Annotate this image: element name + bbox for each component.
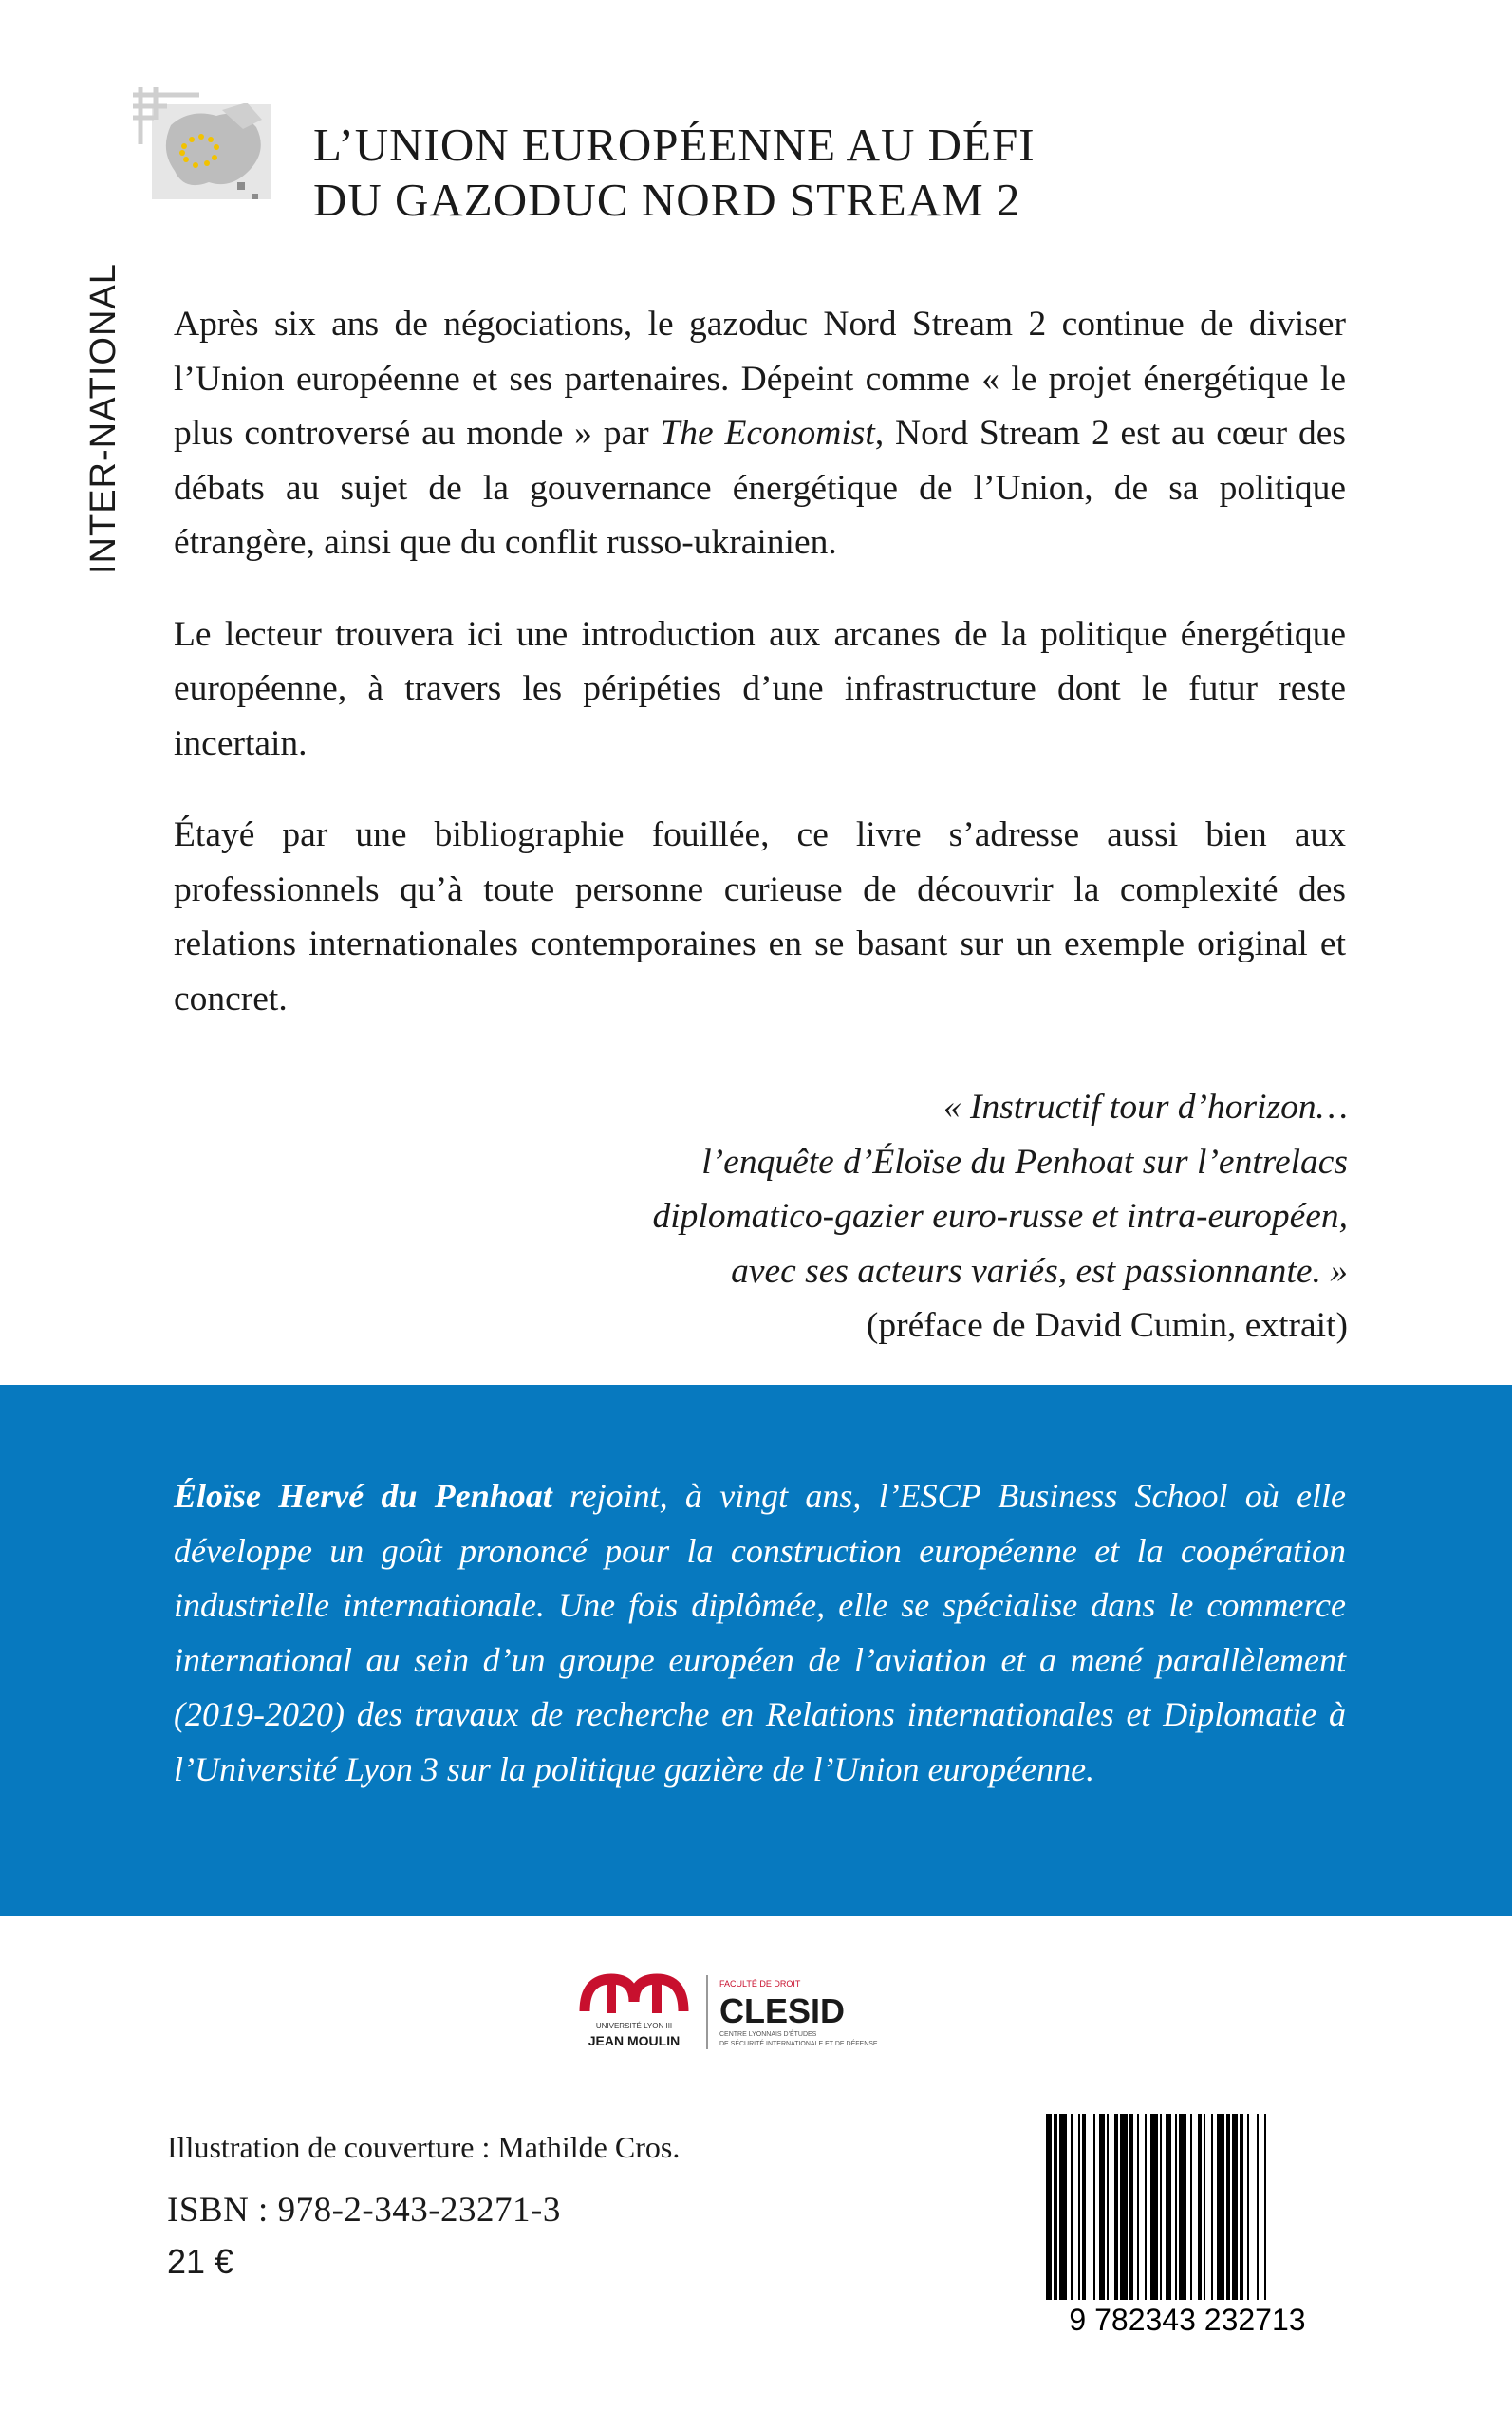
university-line-1: UNIVERSITÉ LYON III bbox=[595, 2022, 673, 2030]
barcode-bar bbox=[1240, 2114, 1243, 2304]
barcode-bar bbox=[1175, 2114, 1177, 2304]
barcode-bar bbox=[1082, 2114, 1086, 2304]
clesid-line-1: CENTRE LYONNAIS D'ÉTUDES bbox=[719, 2031, 817, 2038]
faculty-label: FACULTÉ DE DROIT bbox=[719, 1979, 801, 1989]
quote-line-1: « Instructif tour d’horizon… bbox=[943, 1088, 1348, 1127]
barcode-bar bbox=[1054, 2114, 1057, 2304]
partner-logos bbox=[577, 1968, 976, 2063]
barcode-bar bbox=[1257, 2114, 1259, 2304]
preface-quote bbox=[304, 1080, 1348, 1354]
clesid-label: CLESID bbox=[719, 1991, 846, 2030]
quote-source: (préface de David Cumin, extrait) bbox=[866, 1306, 1348, 1345]
university-logo-icon bbox=[585, 1979, 683, 2048]
clesid-line-2: DE SÉCURITÉ INTERNATIONALE ET DE DÉFENSE bbox=[719, 2041, 878, 2047]
barcode-bar bbox=[1166, 2114, 1171, 2304]
title-line-2: DU GAZODUC NORD STREAM 2 bbox=[313, 174, 1021, 226]
series-label: INTER-NATIONAL bbox=[84, 263, 123, 574]
quote-line-4: avec ses acteurs variés, est passionnante. » bbox=[731, 1251, 1348, 1291]
book-title bbox=[313, 118, 1036, 228]
barcode-bar bbox=[1190, 2114, 1192, 2304]
publication-name: The Economist bbox=[660, 414, 875, 453]
barcode-bar bbox=[1129, 2114, 1133, 2304]
barcode-bar bbox=[1204, 2114, 1205, 2304]
summary-paragraph-2: Le lecteur trouvera ici une introduction aux arcanes de la politique énergétique européenne, à travers les péripéties d’une infrastructure dont le futur reste incertain. bbox=[174, 614, 1346, 763]
summary-p1-end: , Nord Stream 2 est au cœur des débats au sujet de la gouvernance énergétique de l’Union, de sa politique étrangère, ainsi que du conflit russo-ukrainien. bbox=[174, 414, 1346, 562]
barcode-bar bbox=[1217, 2114, 1224, 2304]
barcode bbox=[1042, 2114, 1333, 2338]
barcode-bar bbox=[1078, 2114, 1080, 2304]
barcode-bar bbox=[1107, 2114, 1109, 2304]
barcode-bar bbox=[1232, 2114, 1238, 2304]
barcode-bar bbox=[1059, 2114, 1067, 2304]
summary-paragraph-3: Étayé par une bibliographie fouillée, ce livre s’adresse aussi bien aux professionnels qu’à toute personne curieuse de découvrir la complexité des relations internationales contemporaines en se basant sur un exemple original et concret. bbox=[174, 815, 1346, 1018]
barcode-bar bbox=[1150, 2114, 1158, 2304]
barcode-bar bbox=[1211, 2114, 1213, 2304]
summary-text bbox=[174, 297, 1346, 1063]
author-name: Éloïse Hervé du Penhoat bbox=[174, 1477, 552, 1515]
barcode-bar bbox=[1093, 2114, 1095, 2304]
barcode-bar bbox=[1145, 2114, 1147, 2304]
title-line-1: L’UNION EUROPÉENNE AU DÉFI bbox=[313, 119, 1036, 171]
summary-paragraph-1 bbox=[174, 297, 1346, 570]
price: 21 € bbox=[167, 2242, 234, 2281]
quote-line-2: l’enquête d’Éloïse du Penhoat sur l’entrelacs bbox=[701, 1142, 1348, 1182]
author-bio-text: rejoint, à vingt ans, l’ESCP Business School où elle développe un goût prononcé pour la construction européenne et la coopération industrielle internationale. Une fois diplômée, elle se spécialise dans le commerce international au sein d’un groupe européen de l’aviation et a mené parallèlement (2019-2020) des travaux de recherche en Relations internationales et Diplomatie à l’Université Lyon 3 sur la politique gazière de l’Union européenne. bbox=[174, 1477, 1346, 1788]
barcode-bar bbox=[1198, 2114, 1202, 2304]
university-line-2: JEAN MOULIN bbox=[588, 2033, 681, 2048]
barcode-bar bbox=[1160, 2114, 1162, 2304]
isbn: ISBN : 978-2-343-23271-3 bbox=[167, 2191, 561, 2230]
europe-map-logo-icon bbox=[133, 87, 285, 220]
cover-illustration-credit: Illustration de couverture : Mathilde Cros. bbox=[167, 2130, 681, 2164]
barcode-bar bbox=[1099, 2114, 1105, 2304]
barcode-bar bbox=[1120, 2114, 1128, 2304]
barcode-bar bbox=[1137, 2114, 1139, 2304]
barcode-bar bbox=[1179, 2114, 1186, 2304]
summary-p1-start: Après six ans de négociations, le gazoduc Nord Stream 2 continue de diviser l’Union européenne et ses partenaires. Dépeint comme « le projet énergétique le plus controversé au monde » par bbox=[174, 305, 1346, 453]
barcode-bar bbox=[1046, 2114, 1052, 2304]
barcode-bar bbox=[1071, 2114, 1073, 2304]
author-bio bbox=[174, 1469, 1346, 1797]
barcode-bar bbox=[1226, 2114, 1230, 2304]
barcode-bar bbox=[1114, 2114, 1118, 2304]
barcode-bar bbox=[1264, 2114, 1266, 2304]
barcode-bar bbox=[1247, 2114, 1249, 2304]
barcode-digits: 9 782343 232713 bbox=[1069, 2303, 1306, 2337]
quote-line-3: diplomatico-gazier euro-russe et intra-européen, bbox=[652, 1197, 1348, 1236]
